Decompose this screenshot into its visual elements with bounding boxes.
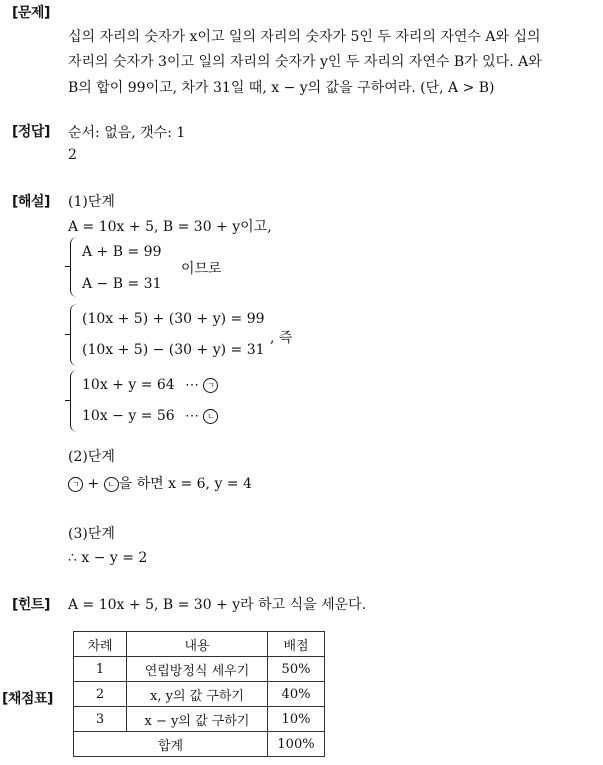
row-order: 3	[74, 707, 127, 732]
row-points: 50%	[268, 657, 325, 682]
table-header-row	[74, 632, 325, 657]
row-points: 10%	[268, 707, 325, 732]
system-brace-3	[70, 370, 79, 432]
circle-nieun-icon: ㄴ	[203, 409, 218, 424]
table-row	[74, 682, 325, 707]
total-label: 합계	[74, 732, 268, 757]
sys2-suffix: , 즉	[270, 330, 293, 346]
scoring-table	[73, 631, 325, 757]
step2-plus: +	[87, 476, 100, 492]
table-total-row	[74, 732, 325, 757]
sys3-eq1: 10x + y = 64	[82, 377, 175, 393]
sys3-eq1-mark	[185, 377, 218, 393]
sys1-suffix: 이므로	[181, 261, 222, 277]
row-content: x, y의 값 구하기	[127, 682, 268, 707]
problem-line-1: 십의 자리의 숫자가 x이고 일의 자리의 숫자가 5인 두 자리의 자연수 A와 십의	[68, 29, 541, 45]
row-points: 40%	[268, 682, 325, 707]
sys1-eq2: A − B = 31	[82, 276, 162, 292]
problem-line-2: 자리의 숫자가 3이고 일의 자리의 숫자가 y인 두 자리의 자연수 B가 있다. A와	[68, 54, 542, 70]
step3-title: (3)단계	[68, 526, 115, 542]
step2-title: (2)단계	[68, 449, 115, 465]
circle-nieun-icon: ㄴ	[104, 477, 119, 492]
sys2-eq1: (10x + 5) + (30 + y) = 99	[82, 311, 265, 327]
circle-giyeok-icon: ㄱ	[203, 378, 218, 393]
row-order: 1	[74, 657, 127, 682]
step1-title: (1)단계	[68, 194, 115, 210]
answer-value: 2	[68, 147, 77, 163]
sys3-eq2-mark	[185, 408, 218, 424]
hint-text: A = 10x + 5, B = 30 + y라 하고 식을 세운다.	[68, 597, 367, 613]
problem-label: [문제]	[12, 5, 50, 21]
scoring-label: [채점표]	[2, 691, 53, 707]
table-row	[74, 657, 325, 682]
row-content: 연립방정식 세우기	[127, 657, 268, 682]
circle-giyeok-icon: ㄱ	[68, 477, 83, 492]
step3-line: ∴ x − y = 2	[68, 550, 148, 566]
sys3-eq2-dots: ⋯	[185, 408, 199, 424]
table-row	[74, 707, 325, 732]
step2-line	[68, 473, 252, 493]
row-order: 2	[74, 682, 127, 707]
sys2-eq2: (10x + 5) − (30 + y) = 31	[82, 342, 265, 358]
hint-label: [힌트]	[12, 597, 50, 613]
header-content: 내용	[127, 632, 268, 657]
step2-text: 을 하면 x = 6, y = 4	[118, 476, 252, 492]
row-content: x − y의 값 구하기	[127, 707, 268, 732]
problem-line-3: B의 합이 99이고, 차가 31일 때, x − y의 값을 구하여라. (단, A > B)	[68, 80, 495, 96]
solution-label: [해설]	[12, 194, 50, 210]
system-brace-2	[70, 304, 79, 366]
sys3-eq1-dots: ⋯	[185, 377, 199, 393]
answer-label: [정답]	[12, 124, 50, 140]
header-points: 배점	[268, 632, 325, 657]
sys3-eq2: 10x − y = 56	[82, 408, 175, 424]
answer-meta: 순서: 없음, 갯수: 1	[68, 125, 186, 141]
sys1-eq1: A + B = 99	[82, 244, 162, 260]
system-brace-1	[70, 237, 79, 297]
total-value: 100%	[268, 732, 325, 757]
step1-line: A = 10x + 5, B = 30 + y이고,	[68, 219, 272, 235]
header-order: 차례	[74, 632, 127, 657]
